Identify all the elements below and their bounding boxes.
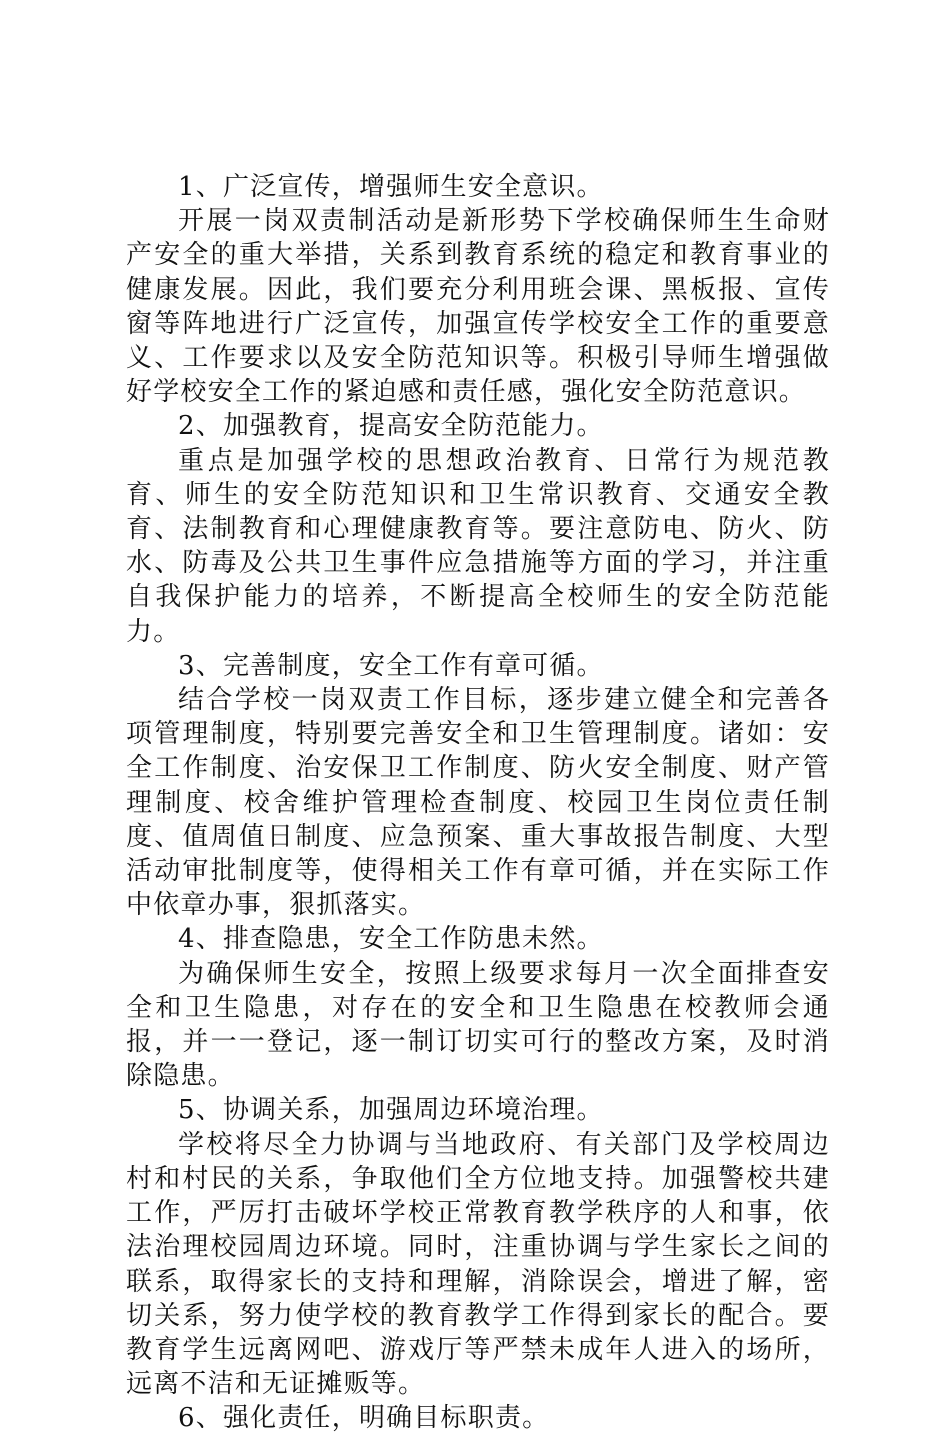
document-body xyxy=(126,170,830,1436)
section-heading-6: 6、强化责任，明确目标职责。 xyxy=(178,1403,550,1434)
section-heading-4: 4、排查隐患，安全工作防患未然。 xyxy=(178,924,604,955)
section-paragraph-1: 开展一岗双责制活动是新形势下学校确保师生生命财产安全的重大举措，关系到教育系统的稳定和教育事业的健康发展。因此，我们要充分利用班会课、黑板报、宣传窗等阵地进行广泛宣传，加强宣传学校安全工作的重要意义、工作要求以及安全防范知识等。积极引导师生增强做好学校安全工作的紧迫感和责任感，强化安全防范意识。 xyxy=(126,206,830,408)
section-paragraph-4: 为确保师生安全，按照上级要求每月一次全面排查安全和卫生隐患，对存在的安全和卫生隐患在校教师会通报，并一一登记，逐一制订切实可行的整改方案，及时消除隐患。 xyxy=(126,958,830,1092)
section-paragraph-3: 结合学校一岗双责工作目标，逐步建立健全和完善各项管理制度，特别要完善安全和卫生管理制度。诸如：安全工作制度、治安保卫工作制度、防火安全制度、财产管理制度、校舍维护管理检查制度、校园卫生岗位责任制度、值周值日制度、应急预案、重大事故报告制度、大型活动审批制度等，使得相关工作有章可循，并在实际工作中依章办事，狠抓落实。 xyxy=(126,685,830,921)
section-heading-1: 1、广泛宣传，增强师生安全意识。 xyxy=(178,172,604,202)
section-heading-5: 5、协调关系，加强周边环境治理。 xyxy=(178,1095,604,1126)
section-paragraph-2: 重点是加强学校的思想政治教育、日常行为规范教育、师生的安全防范知识和卫生常识教育、交通安全教育、法制教育和心理健康教育等。要注意防电、防火、防水、防毒及公共卫生事件应急措施等方面的学习，并注重自我保护能力的培养，不断提高全校师生的安全防范能力。 xyxy=(126,445,830,647)
section-paragraph-5: 学校将尽全力协调与当地政府、有关部门及学校周边村和村民的关系，争取他们全方位地支持。加强警校共建工作，严厉打击破坏学校正常教育教学秩序的人和事，依法治理校园周边环境。同时，注重协调与学生家长之间的联系，取得家长的支持和理解，消除误会，增进了解，密切关系，努力使学校的教育教学工作得到家长的配合。要教育学生远离网吧、游戏厅等严禁未成年人进入的场所，远离不洁和无证摊贩等。 xyxy=(126,1129,830,1400)
section-heading-2: 2、加强教育，提高安全防范能力。 xyxy=(178,411,604,442)
section-heading-3: 3、完善制度，安全工作有章可循。 xyxy=(178,650,604,681)
